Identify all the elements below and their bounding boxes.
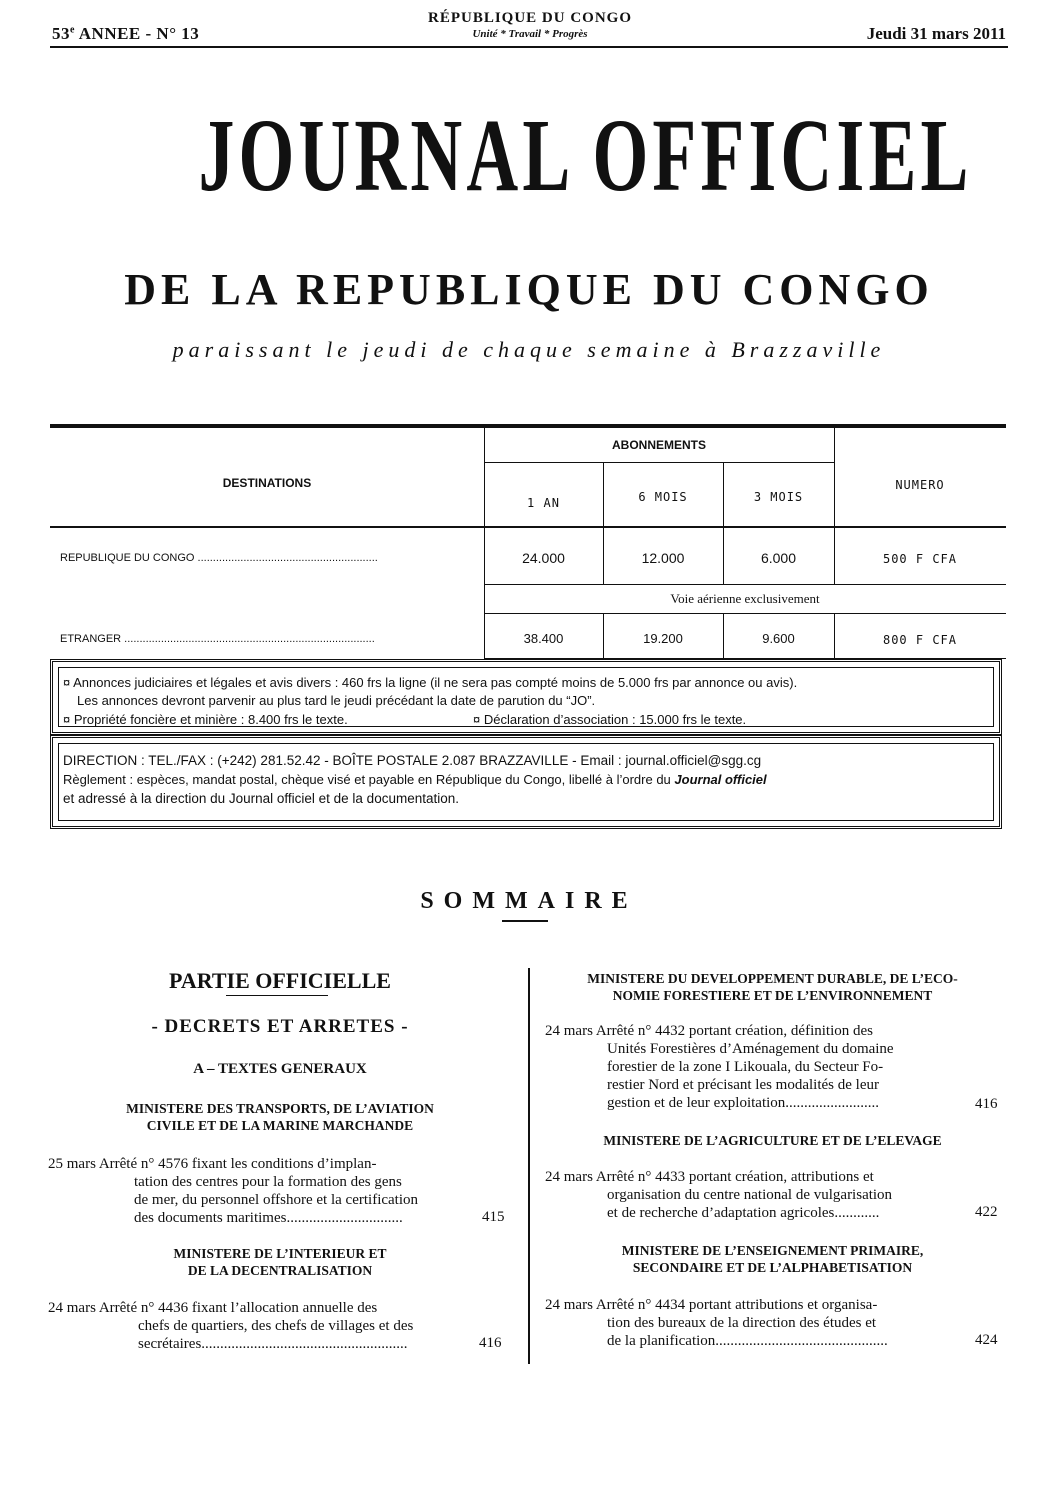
announce-line3a: ¤ Propriété foncière et minière : 8.400 frs le texte. (63, 712, 348, 727)
entry-4576: 25 mars Arrêté n° 4576 fixant les conditions d’implan- tation des centres pour la formation des gens de mer, du personnel offshore et la certification des documents maritimes............................... (48, 1156, 419, 1226)
col-abonnements: ABONNEMENTS (611, 438, 706, 452)
sommaire-rule (502, 920, 548, 922)
col-destinations: DESTINATIONS (222, 476, 312, 490)
etranger-1an: 38.400 (523, 631, 564, 646)
masthead-title: JOURNAL OFFICIEL (198, 98, 973, 213)
page-416-right: 416 (975, 1096, 998, 1112)
col-6mois: 6 MOIS (638, 490, 688, 504)
announce-line1: ¤ Annonces judiciaires et légales et avis divers : 460 frs la ligne (il ne sera pas compté moins de 5.000 frs par annonce ou avis). (63, 675, 798, 690)
page-416-left: 416 (479, 1335, 502, 1351)
etranger-numero: 800 F CFA (882, 633, 958, 647)
page-424: 424 (975, 1332, 998, 1348)
partie-rule (226, 995, 328, 996)
col-3mois: 3 MOIS (753, 490, 804, 504)
ministry-agriculture: MINISTERE DE L’AGRICULTURE ET DE L’ELEVAGE (603, 1133, 942, 1148)
textes-generaux: A – TEXTES GENERAUX (193, 1061, 367, 1077)
partie-officielle: PARTIE OFFICIELLE (169, 968, 391, 993)
republic-name: RÉPUBLIQUE DU CONGO (427, 10, 633, 26)
ministry-enseignement: MINISTERE DE L’ENSEIGNEMENT PRIMAIRE, SECONDAIRE ET DE L’ALPHABETISATION (621, 1243, 924, 1275)
entry-4434: 24 mars Arrêté n° 4434 portant attributions et organisa- tion des bureaux de la direction des études et de la planification.............................................. (545, 1297, 888, 1349)
col-1an: 1 AN (527, 496, 560, 510)
subscription-table (50, 424, 1006, 660)
announce-line2: Les annonces devront parvenir au plus tard le jeudi précédant la date de parution du “JO”. (77, 693, 596, 708)
header-rule (50, 46, 1008, 48)
decrets-heading: - DECRETS ET ARRETES - (151, 1016, 409, 1037)
republic-header (330, 10, 730, 40)
row-congo-label: REPUBLIQUE DU CONGO ........................................................... (60, 552, 378, 564)
page-415: 415 (482, 1209, 505, 1225)
row-etranger-label: ETRANGER .................................................................................. (60, 633, 375, 645)
masthead-subtitle: DE LA REPUBLIQUE DU CONGO (124, 265, 934, 314)
edition-number: 53e ANNEE - N° 13 (52, 24, 200, 43)
air-note: Voie aérienne exclusivement (670, 591, 820, 606)
congo-numero: 500 F CFA (882, 552, 958, 566)
direction-line2: Règlement : espèces, mandat postal, chèque visé et payable en République du Congo, libellé à l’ordre du Journal officiel (63, 772, 767, 787)
direction-line3: et adressé à la direction du Journal officiel et de la documentation. (63, 791, 459, 806)
ministry-interieur: MINISTERE DE L’INTERIEUR ET DE LA DECENTRALISATION (173, 1246, 387, 1278)
entry-4436: 24 mars Arrêté n° 4436 fixant l’allocation annuelle des chefs de quartiers, des chefs de villages et des secrétaires....................................................... (48, 1300, 414, 1352)
ministry-developpement: MINISTERE DU DEVELOPPEMENT DURABLE, DE L’ECO- NOMIE FORESTIERE ET DE L’ENVIRONNEMENT (587, 971, 958, 1003)
entry-4433: 24 mars Arrêté n° 4433 portant création, attributions et organisation du centre national de vulgarisation et de recherche d’adaptation agricoles............ (545, 1169, 893, 1221)
etranger-6mois: 19.200 (643, 631, 683, 646)
col-numero: NUMERO (895, 478, 945, 492)
direction-box (50, 735, 1002, 829)
page-422: 422 (975, 1204, 998, 1220)
motto: Unité * Travail * Progrès (472, 28, 588, 40)
announce-line3b: ¤ Déclaration d’association : 15.000 frs le texte. (473, 712, 747, 727)
ministry-transports: MINISTERE DES TRANSPORTS, DE L’AVIATION CIVILE ET DE LA MARINE MARCHANDE (126, 1101, 434, 1133)
congo-3mois: 6.000 (760, 550, 797, 566)
masthead-tagline: paraissant le jeudi de chaque semaine à Brazzaville (172, 337, 886, 362)
announcements-box (50, 659, 1002, 735)
entry-4432: 24 mars Arrêté n° 4432 portant création, définition des Unités Forestières d’Aménagement du domaine forestier de la zone I Likouala, du Secteur Fo- restier Nord et précisant les modalités de leur gestion et de leur exploitation......................... (545, 1023, 894, 1111)
congo-6mois: 12.000 (641, 550, 685, 566)
issue-date: Jeudi 31 mars 2011 (866, 24, 1006, 43)
direction-line1: DIRECTION : TEL./FAX : (+242) 281.52.42 - BOÎTE POSTALE 2.087 BRAZZAVILLE - Email : journal.officiel@sgg.cg (63, 753, 762, 768)
etranger-3mois: 9.600 (762, 631, 795, 646)
sommaire-title: SOMMAIRE (420, 888, 638, 914)
congo-1an: 24.000 (522, 550, 565, 566)
column-divider (528, 968, 530, 1364)
